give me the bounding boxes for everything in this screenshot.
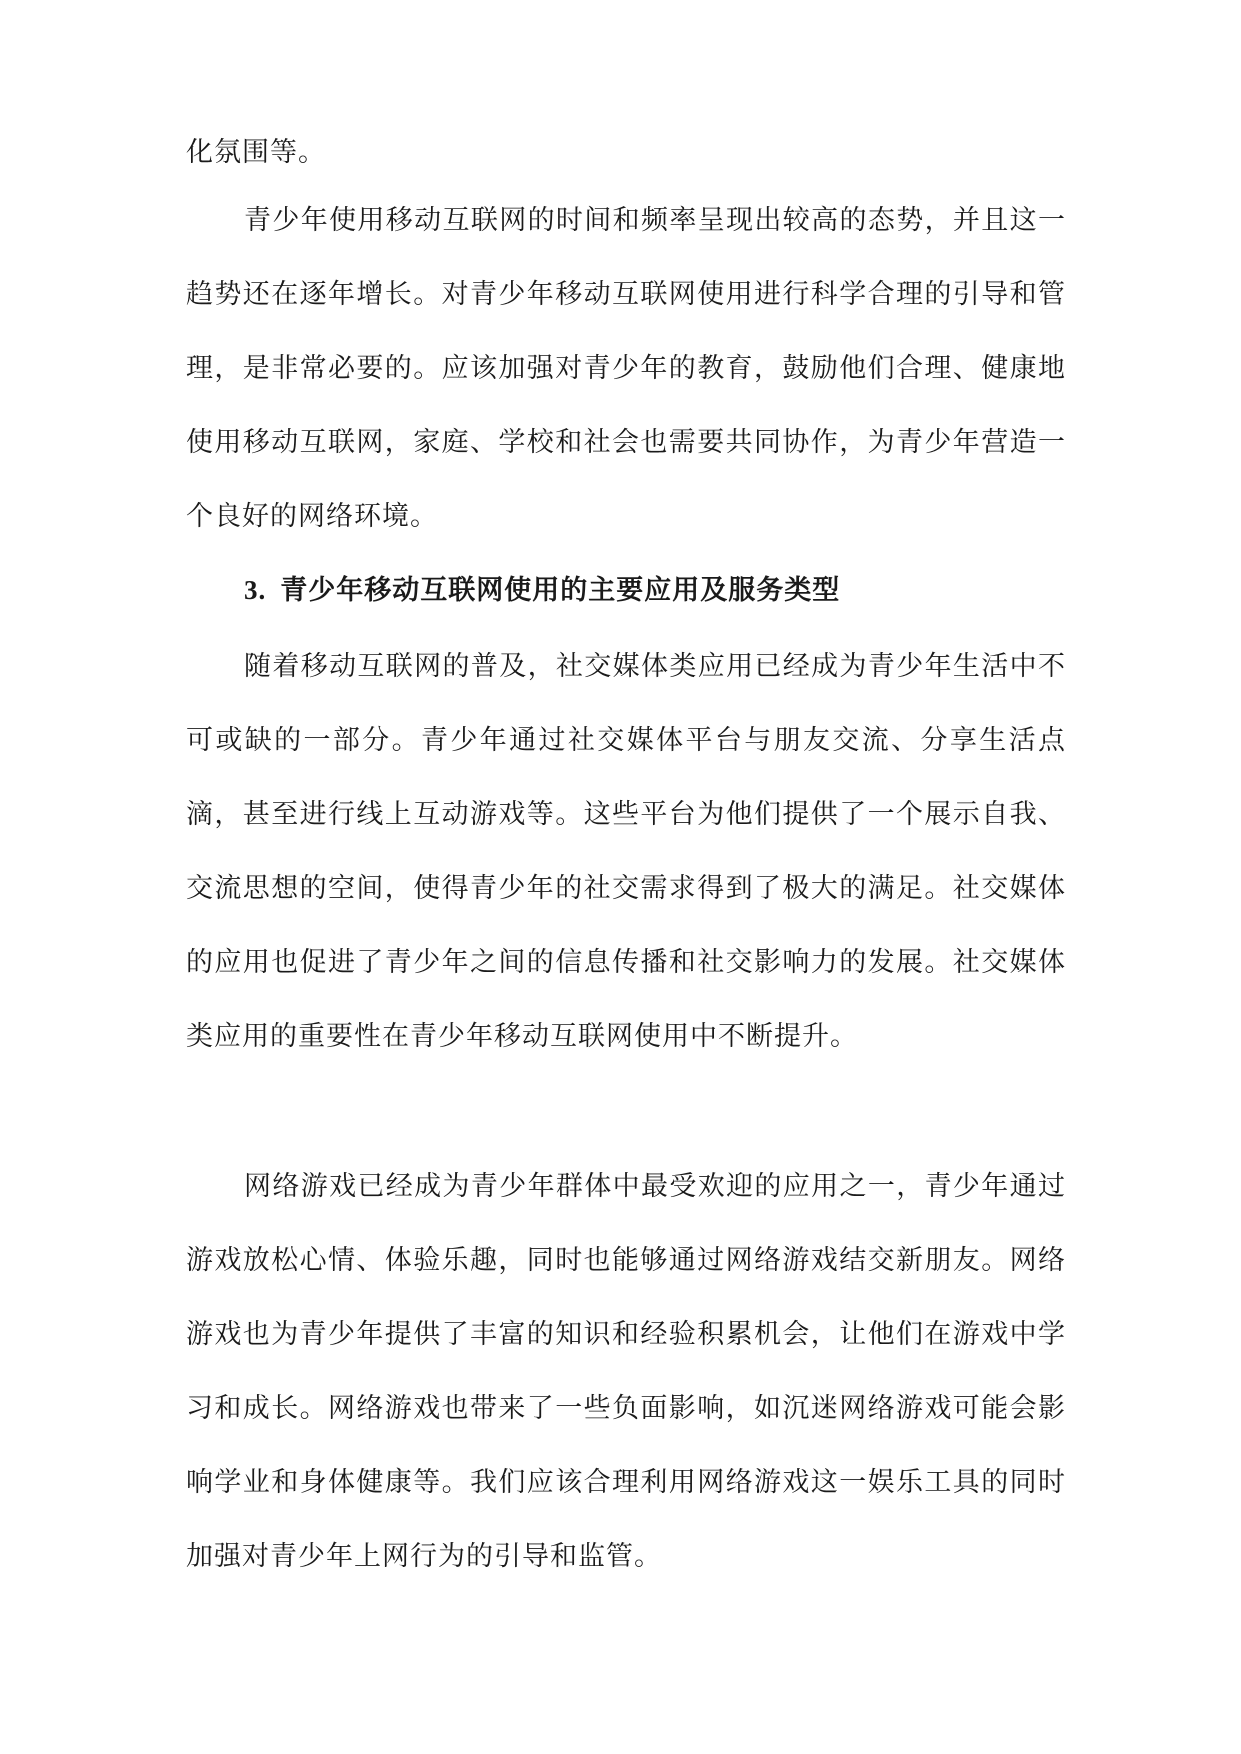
paragraph-social-media: 随着移动互联网的普及，社交媒体类应用已经成为青少年生活中不可或缺的一部分。青少年通过社交媒体平台与朋友交流、分享生活点滴，甚至进行线上互动游戏等。这些平台为他们提供了一个展示自我、交流思想的空间，使得青少年的社交需求得到了极大的满足。社交媒体的应用也促进了青少年之间的信息传播和社交影响力的发展。社交媒体类应用的重要性在青少年移动互联网使用中不断提升。 — [186, 651, 1066, 1052]
section-title: 青少年移动互联网使用的主要应用及服务类型 — [280, 575, 841, 606]
section-number: 3. — [244, 575, 267, 605]
section-heading — [244, 570, 840, 611]
paragraph-online-games: 网络游戏已经成为青少年群体中最受欢迎的应用之一，青少年通过游戏放松心情、体验乐趣，同时也能够通过网络游戏结交新朋友。网络游戏也为青少年提供了丰富的知识和经验积累机会，让他们在游戏中学习和成长。网络游戏也带来了一些负面影响，如沉迷网络游戏可能会影响学业和身体健康等。我们应该合理利用网络游戏这一娱乐工具的同时加强对青少年上网行为的引导和监管。 — [186, 1171, 1066, 1572]
paragraph-usage-trend: 青少年使用移动互联网的时间和频率呈现出较高的态势，并且这一趋势还在逐年增长。对青少年移动互联网使用进行科学合理的引导和管理，是非常必要的。应该加强对青少年的教育，鼓励他们合理、健康地使用移动互联网，家庭、学校和社会也需要共同协作，为青少年营造一个良好的网络环境。 — [186, 205, 1066, 532]
paragraph-fragment: 化氛围等。 — [186, 137, 326, 168]
